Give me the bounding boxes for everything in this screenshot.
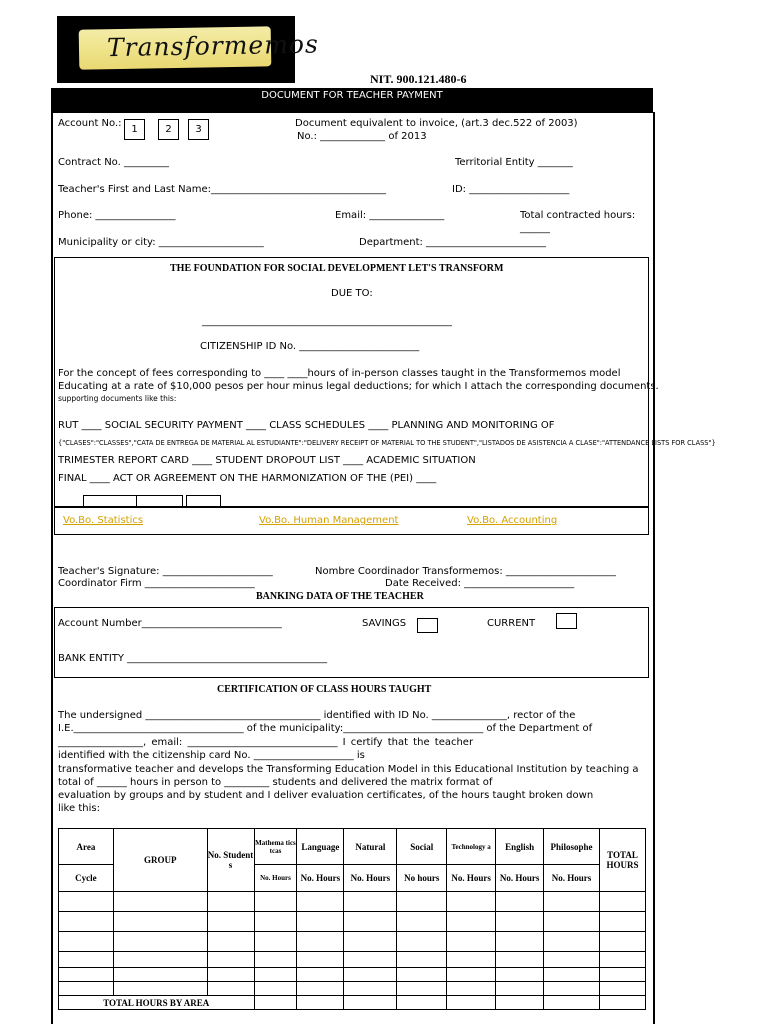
account-digit-3[interactable]: 3 xyxy=(188,119,209,140)
table-row[interactable] xyxy=(59,968,646,982)
total-hours-field[interactable]: ______ xyxy=(520,223,550,234)
municipality-field[interactable]: Municipality or city: _____________________ xyxy=(58,237,264,248)
document-number-field[interactable]: No.: _____________ of 2013 xyxy=(297,131,427,142)
account-number-field[interactable]: Account Number____________________________ xyxy=(58,618,282,629)
cert-line-3: _________________, email: ______________________________ I certify that the teacher xyxy=(58,737,474,748)
account-digit-2[interactable]: 2 xyxy=(158,119,179,140)
cert-line-8: like this: xyxy=(58,803,100,814)
teacher-name-field[interactable]: Teacher's First and Last Name:___________________________________ xyxy=(58,184,387,195)
foundation-title: THE FOUNDATION FOR SOCIAL DEVELOPMENT LET'S TRANSFORM xyxy=(170,263,504,274)
philosophy-hours-header: No. Hours xyxy=(544,865,600,892)
social-header: Social xyxy=(397,829,447,865)
hours-table xyxy=(58,828,646,1010)
teacher-signature-field[interactable]: Teacher's Signature: ______________________ xyxy=(58,566,273,577)
department-field[interactable]: Department: ________________________ xyxy=(359,237,547,248)
documents-translation-json: {"CLASES":"CLASSES","CATA DE ENTREGA DE MATERIAL AL ESTUDIANTE":"DELIVERY RECEIPT OF MATERIAL TO THE STUDENT","LISTADOS DE ASISTENCIA A CLASE":"ATTENDANCE LISTS FOR CLASS"} xyxy=(58,439,716,447)
technology-header: Technology a xyxy=(447,829,496,865)
social-hours-header: No hours xyxy=(397,865,447,892)
date-received-field[interactable]: Date Received: ______________________ xyxy=(385,578,575,589)
email-field[interactable]: Email: _______________ xyxy=(335,210,445,221)
natural-header: Natural xyxy=(344,829,397,865)
english-hours-header: No. Hours xyxy=(496,865,544,892)
vobo-human-management[interactable]: Vo.Bo. Human Management xyxy=(259,515,399,526)
account-label: Account No.: xyxy=(58,118,122,129)
document-equivalent: Document equivalent to invoice, (art.3 dec.522 of 2003) xyxy=(295,118,578,129)
teacher-id-field[interactable]: ID: ____________________ xyxy=(452,184,570,195)
logo-card xyxy=(79,26,320,69)
fees-concept-line-1: For the concept of fees corresponding to ____ ____hours of in-person classes taught in the Transformemos model xyxy=(58,368,621,379)
coordinator-name-field[interactable]: Nombre Coordinador Transformemos: ______________________ xyxy=(315,566,616,577)
certification-title: CERTIFICATION OF CLASS HOURS TAUGHT xyxy=(217,684,432,695)
cycle-header: Cycle xyxy=(59,865,114,892)
math-hours-header: No. Hours xyxy=(254,865,297,892)
natural-hours-header: No. Hours xyxy=(344,865,397,892)
logo-text: Transformemos xyxy=(106,29,320,63)
math-header: Mathema tics tcas xyxy=(254,829,297,865)
total-by-area-row xyxy=(59,996,646,1010)
phone-field[interactable]: Phone: ________________ xyxy=(58,210,176,221)
total-hours-label: Total contracted hours: xyxy=(520,210,636,221)
cert-line-7: evaluation by groups and by student and I deliver evaluation certificates, of the hours taught broken down xyxy=(58,790,594,801)
account-digit-1[interactable]: 1 xyxy=(124,119,145,140)
table-row[interactable] xyxy=(59,952,646,968)
savings-label: SAVINGS xyxy=(362,618,407,629)
company-logo xyxy=(57,16,320,83)
technology-hours-header: No. Hours xyxy=(447,865,496,892)
language-hours-header: No. Hours xyxy=(297,865,344,892)
bank-entity-field[interactable]: BANK ENTITY ________________________________________ xyxy=(58,653,328,664)
fees-concept-line-2: Educating at a rate of $10,000 pesos per hour minus legal deductions; for which I attach the corresponding documents. xyxy=(58,381,659,392)
total-by-area-label: TOTAL HOURS BY AREA xyxy=(59,996,255,1010)
documents-line-3: FINAL ____ ACT OR AGREEMENT ON THE HARMONIZATION OF THE (PEI) ____ xyxy=(58,473,437,484)
language-header: Language xyxy=(297,829,344,865)
contract-number-field[interactable]: Contract No. _________ xyxy=(58,157,169,168)
savings-checkbox[interactable] xyxy=(417,618,438,633)
documents-line-2: TRIMESTER REPORT CARD ____ STUDENT DROPOUT LIST ____ ACADEMIC SITUATION xyxy=(58,455,476,466)
coordinator-firm-field[interactable]: Coordinator Firm ______________________ xyxy=(58,578,255,589)
total-hours-header: TOTAL HOURS xyxy=(599,829,645,892)
nit-number: NIT. 900.121.480-6 xyxy=(370,72,467,86)
vobo-accounting[interactable]: Vo.Bo. Accounting xyxy=(467,515,558,526)
payee-name-field[interactable]: __________________________________________________ xyxy=(202,316,452,327)
table-row[interactable] xyxy=(59,912,646,932)
citizenship-id-field[interactable]: CITIZENSHIP ID No. ________________________ xyxy=(200,341,420,352)
territorial-entity-field[interactable]: Territorial Entity _______ xyxy=(455,157,573,168)
current-checkbox[interactable] xyxy=(556,613,577,629)
area-header: Area xyxy=(59,829,114,865)
table-row[interactable] xyxy=(59,982,646,996)
due-to-label: DUE TO: xyxy=(331,288,373,299)
documents-line-1: RUT ____ SOCIAL SECURITY PAYMENT ____ CLASS SCHEDULES ____ PLANNING AND MONITORING OF xyxy=(58,420,555,431)
cert-line-6: total of ______ hours in person to _________ students and delivered the matrix format of xyxy=(58,777,493,788)
document-title: DOCUMENT FOR TEACHER PAYMENT xyxy=(51,88,653,113)
philosophy-header: Philosophe xyxy=(544,829,600,865)
table-row[interactable] xyxy=(59,892,646,912)
fees-concept-line-3: supporting documents like this: xyxy=(58,394,177,403)
banking-title: BANKING DATA OF THE TEACHER xyxy=(256,591,424,602)
group-header: GROUP xyxy=(113,829,207,892)
current-label: CURRENT xyxy=(487,618,536,629)
students-header: No. Student s xyxy=(207,829,254,892)
cert-line-4: identified with the citizenship card No. ____________________ is xyxy=(58,750,365,761)
cert-line-5: transformative teacher and develops the Transforming Education Model in this Educational Institution by teaching a xyxy=(58,764,639,775)
cert-line-2: I.E.__________________________________ of the municipality:____________________________ of the Department of xyxy=(58,723,593,734)
english-header: English xyxy=(496,829,544,865)
table-row[interactable] xyxy=(59,932,646,952)
cert-line-1: The undersigned ___________________________________ identified with ID No. _______________, rector of the xyxy=(58,710,576,721)
vobo-statistics[interactable]: Vo.Bo. Statistics xyxy=(63,515,144,526)
